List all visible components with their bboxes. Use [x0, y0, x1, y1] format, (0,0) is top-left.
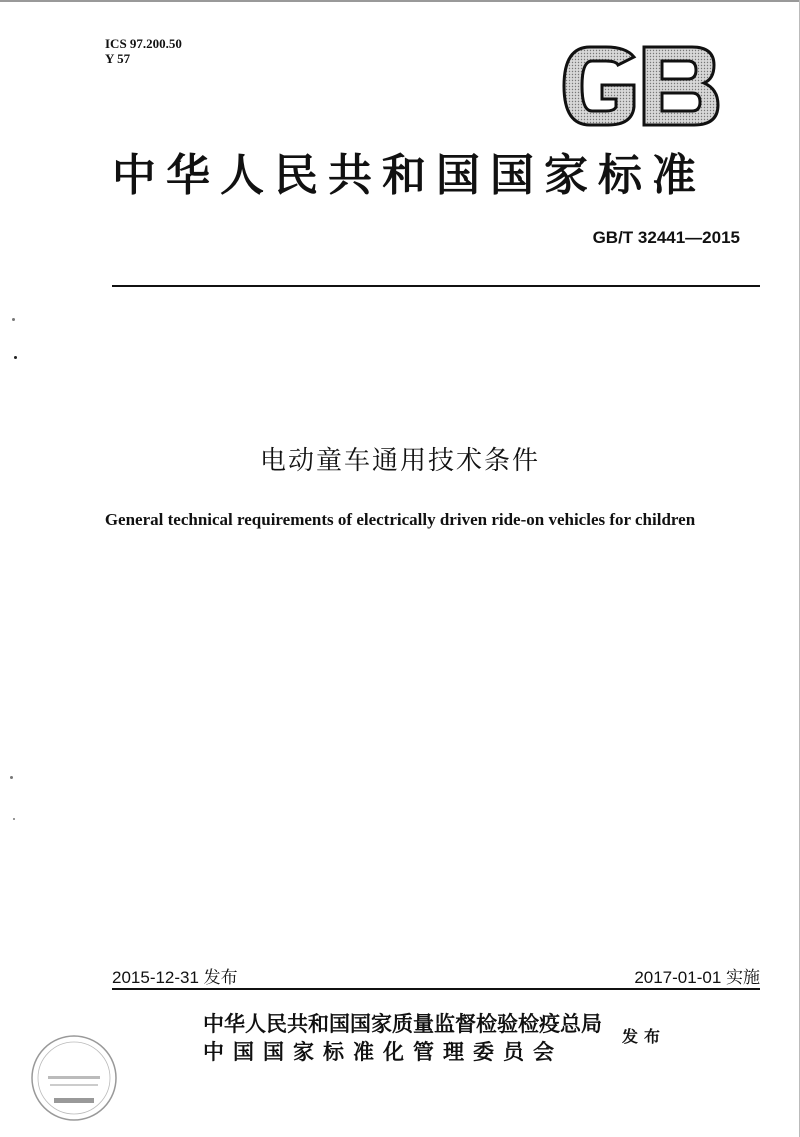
scan-speck — [13, 818, 15, 820]
publisher-line-1: 中华人民共和国国家质量监督检验检疫总局 — [203, 1012, 602, 1036]
page-top-edge — [0, 0, 800, 2]
gb-logo-icon — [556, 43, 722, 129]
standard-number: GB/T 32441—2015 — [592, 228, 740, 247]
footer-divider — [112, 988, 760, 990]
publisher-block — [203, 1010, 602, 1066]
scan-speck — [14, 356, 17, 359]
header-divider — [112, 285, 760, 287]
class-code: Y 57 — [105, 51, 131, 66]
document-title-en: General technical requirements of electrically driven ride-on vehicles for children — [104, 510, 696, 529]
scan-speck — [12, 318, 15, 321]
implementation-date: 2017-01-01 实施 — [634, 968, 760, 987]
issued-label: 发布 — [622, 1027, 667, 1046]
scan-speck — [10, 776, 13, 779]
ics-code: ICS 97.200.50 — [105, 36, 182, 51]
publisher-line-2: 中国国家标准化管理委员会 — [203, 1040, 563, 1064]
issue-date: 2015-12-31 发布 — [112, 968, 238, 987]
anti-counterfeit-stamp-icon — [28, 1032, 120, 1124]
national-standard-title: 中华人民共和国国家标准 — [112, 150, 706, 201]
classification-block — [105, 36, 182, 66]
document-title-cn: 电动童车通用技术条件 — [259, 446, 540, 476]
